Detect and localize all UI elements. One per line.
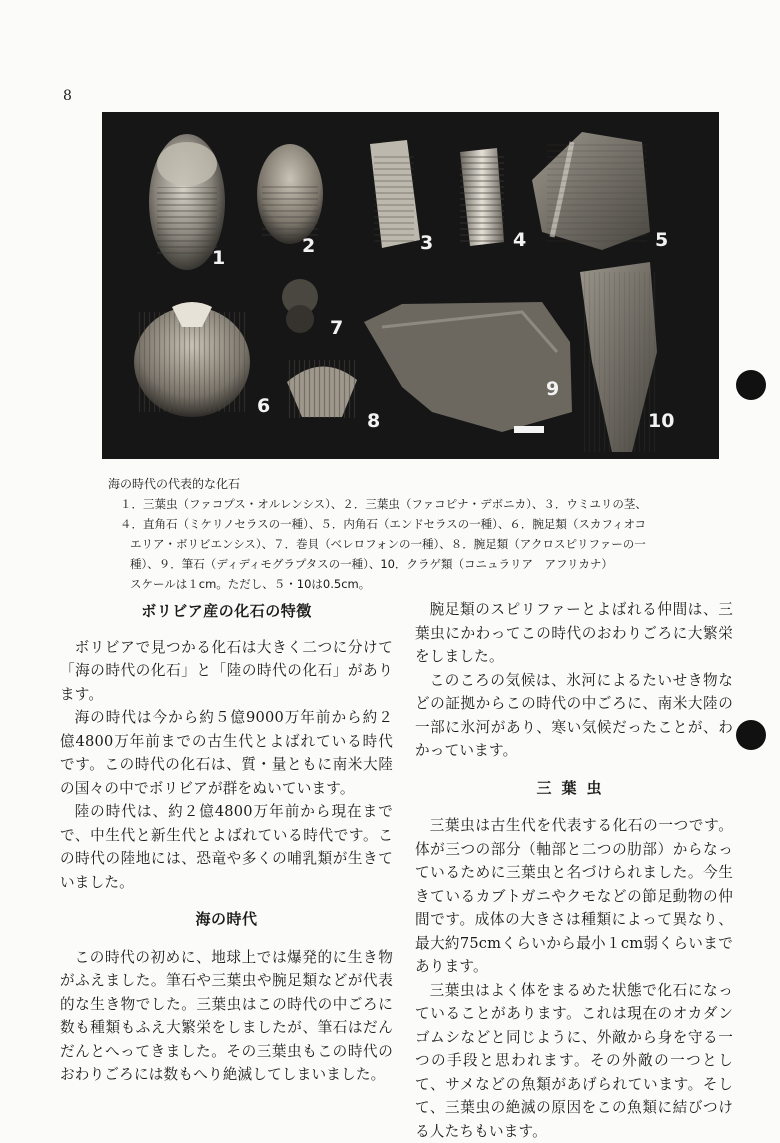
fossil-photo-svg [102, 112, 719, 459]
right-column [415, 598, 733, 1143]
paragraph: このころの気候は、氷河によるたいせき物などの証拠からこの時代の中ごろに、南米大陸の一部に氷河があり、寒い気候だったことが、わかっています。 [415, 669, 733, 763]
paragraph: 三葉虫はよく体をまるめた状態で化石になっていることがあります。これは現在のオカダンゴムシなどと同じように、外敵から身を守る一つの手段と思われます。その外敵の一つとして、サメなどの魚類があげられています。そして、三葉虫の絶滅の原因をこの魚類に結びつける人たちもいます。 [415, 979, 733, 1143]
fossil-8-spirifer [287, 360, 357, 418]
caption-title: 海の時代の代表的な化石 [108, 474, 688, 494]
fossil-label-1: 1 [212, 247, 225, 269]
section-heading-bolivia-fossils: ボリビア産の化石の特徴 [60, 600, 393, 624]
fossil-label-9: 9 [546, 378, 559, 400]
scale-bar [514, 426, 544, 433]
caption-line: １．三葉虫（ファコプス・オルレンシス）、２．三葉虫（ファコピナ・デボニカ）、３．ウミユリの茎、 [108, 494, 688, 514]
section-heading-trilobite: 三葉虫 [415, 777, 733, 801]
fossil-label-5: 5 [655, 229, 668, 251]
paragraph: 海の時代は今から約５億9000万年前から約２億4800万年前までの古生代とよばれている時代です。この時代の化石は、質・量ともに南米大陸の国々の中でボリビアが群をぬいています。 [60, 706, 393, 800]
fossil-label-7: 7 [330, 317, 343, 339]
paragraph: 腕足類のスピリファーとよばれる仲間は、三葉虫にかわってこの時代のおわりごろに大繁栄をしました。 [415, 598, 733, 669]
fossil-2-trilobite [257, 144, 323, 244]
fossil-label-3: 3 [420, 232, 433, 254]
paragraph: この時代の初めに、地球上では爆発的に生き物がふえました。筆石や三葉虫や腕足類などが代表的な生き物でした。三葉虫はこの時代の中ごろに数も種類もふえ大繁栄をしましたが、筆石はだんだんとへってきました。その三葉虫もこの時代のおわりごろには数もへり絶滅してしまいました。 [60, 946, 393, 1087]
fossil-7-gastropod [282, 279, 318, 333]
registration-mark [736, 370, 766, 400]
fossil-label-8: 8 [367, 410, 380, 432]
caption-line: エリア・ボリビエンシス）、７．巻貝（ベレロフォンの一種）、８．腕足類（アクロスピリファーの一 [108, 534, 688, 554]
fossil-5-endoceras [532, 132, 650, 250]
fossil-photograph [102, 112, 719, 459]
paragraph: ボリビアで見つかる化石は大きく二つに分けて「海の時代の化石」と「陸の時代の化石」があります。 [60, 636, 393, 707]
caption-line: スケールは１cm。ただし、５・10は0.5cm。 [108, 574, 688, 594]
fossil-label-2: 2 [302, 235, 315, 257]
fossil-10-conularia [580, 262, 657, 452]
registration-mark [736, 720, 766, 750]
fossil-3-crinoid-stem [370, 140, 420, 248]
caption-line: 種）、９．筆石（ディディモグラプタスの一種）、10．クラゲ類（コニュラリア アフリカナ） [108, 554, 688, 574]
paragraph: 陸の時代は、約２億4800万年前から現在までで、中生代と新生代とよばれている時代です。この時代の陸地には、恐竜や多くの哺乳類が生きていました。 [60, 800, 393, 894]
section-heading-sea-era: 海の時代 [60, 908, 393, 932]
fossil-label-6: 6 [257, 395, 270, 417]
fossil-6-brachiopod [134, 302, 250, 417]
fossil-label-10: 10 [648, 410, 674, 432]
left-column [60, 600, 393, 1087]
paragraph: 三葉虫は古生代を代表する化石の一つです。体が三つの部分（軸部と二つの肋部）からなっているために三葉虫と名づけられました。今生きているカブトガニやクモなどの節足動物の仲間です。成体の大きさは種類によって異なり、最大約75cmくらいから最小１cm弱くらいまであります。 [415, 814, 733, 979]
caption-line: ４．直角石（ミケリノセラスの一種）、５．内角石（エンドセラスの一種）、６．腕足類（スカフィオコ [108, 514, 688, 534]
fossil-label-4: 4 [513, 229, 526, 251]
photo-caption [108, 474, 688, 594]
page-number: 8 [63, 88, 72, 104]
fossil-4-orthocone [460, 148, 504, 246]
